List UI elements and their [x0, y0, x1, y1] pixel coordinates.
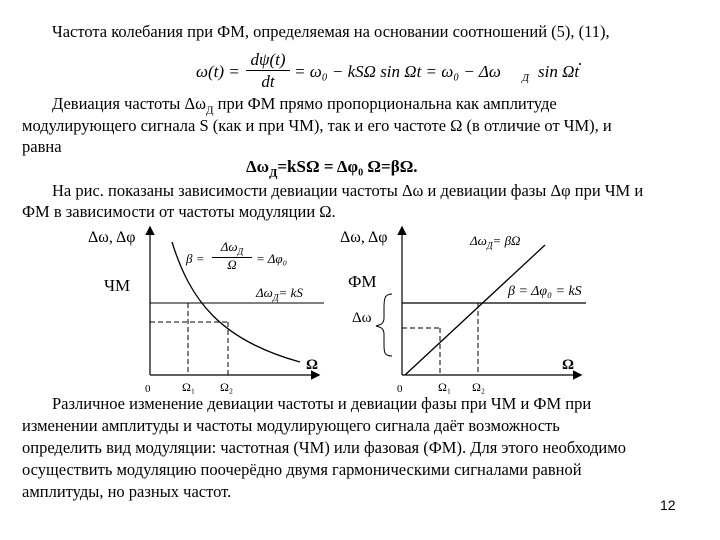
- page-number: 12: [660, 497, 676, 513]
- p2-sub: Д: [205, 104, 214, 117]
- left-line-sub: Д: [272, 292, 279, 303]
- f2-sub: Д: [269, 165, 278, 180]
- right-mode-label: ФМ: [348, 272, 377, 291]
- right-line-label: β = Δφ₀ = kS: [508, 284, 582, 299]
- formula-tail: sin Ωt: [538, 62, 580, 81]
- left-origin: 0: [145, 383, 151, 395]
- left-frac-num: [212, 239, 252, 258]
- left-line-tail: = kS: [278, 285, 303, 300]
- left-beta: β =: [186, 251, 205, 266]
- right-omega1: Ω₁: [438, 380, 452, 394]
- brace: [376, 294, 392, 356]
- dot-mark: .: [578, 50, 583, 69]
- left-yaxis-label: Δω, Δφ: [88, 229, 136, 246]
- left-omega2: Ω₂: [220, 380, 234, 394]
- left-line-label: [256, 285, 303, 303]
- right-top-label: [470, 233, 520, 251]
- left-frac-num-text: Δω: [220, 239, 238, 254]
- paragraph-4-line-2: изменении амплитуды и частоты модулирующего сигнала даёт возможность: [22, 416, 560, 435]
- right-linear-line: [405, 245, 545, 375]
- formula-sub: Д: [522, 72, 529, 84]
- formula-numerator: dψ(t): [246, 50, 290, 71]
- f2-a: Δω: [246, 157, 270, 176]
- p2-text-b: при ФМ прямо пропорциональна как амплитуде: [213, 94, 557, 113]
- paragraph-3-line-2: ФМ в зависимости от частоты модуляции Ω.: [22, 202, 336, 221]
- left-x-label: Ω: [306, 357, 319, 373]
- right-omega2: Ω₂: [472, 380, 486, 394]
- right-x-label: Ω: [562, 357, 575, 373]
- paragraph-2-line-3: равна: [22, 137, 62, 156]
- paragraph-4-line-5: амплитуды, но разных частот.: [22, 482, 232, 501]
- paragraph-3-line-1: На рис. показаны зависимости девиации частоты Δω и девиации фазы Δφ при ЧМ и: [52, 181, 644, 200]
- left-frac-num-sub: Д: [237, 246, 244, 257]
- right-top-a: Δω: [470, 233, 487, 248]
- formula-lhs: ω(t) =: [196, 62, 240, 81]
- right-origin: 0: [397, 383, 403, 395]
- f2-rest: =kSΩ = Δφ₀ Ω=βΩ.: [277, 157, 418, 176]
- p2-text-a: Девиация частоты Δω: [52, 94, 206, 113]
- right-top-sub: Д: [486, 240, 493, 251]
- paragraph-4-line-1: Различное изменение девиации частоты и девиации фазы при ЧМ и ФМ при: [52, 394, 592, 413]
- left-curve-tail: = Δφ₀: [256, 251, 288, 266]
- left-line-a: Δω: [256, 285, 273, 300]
- left-mode-label: ЧМ: [104, 276, 131, 295]
- paragraph-1: Частота колебания при ФМ, определяемая на основании соотношений (5), (11),: [52, 22, 610, 41]
- right-delta-label: Δω: [352, 310, 372, 326]
- left-omega1: Ω₁: [182, 380, 196, 394]
- right-yaxis-label: Δω, Δφ: [340, 229, 388, 246]
- paragraph-4-line-3: определить вид модуляции: частотная (ЧМ) или фазовая (ФМ). Для этого необходимо: [22, 438, 626, 457]
- right-top-tail: = βΩ: [492, 233, 521, 248]
- paragraph-4-line-4: осуществить модуляцию поочерёдно двумя гармоническими сигналами равной: [22, 460, 582, 479]
- formula-rhs: = ω₀ − kSΩ sin Ωt = ω₀ − Δω: [294, 62, 501, 81]
- paragraph-2-line-2: модулирующего сигнала S (как и при ЧМ), так и его частоте Ω (в отличие от ЧМ), и: [22, 116, 612, 135]
- formula-denominator: dt: [261, 72, 275, 91]
- left-frac-den: Ω: [227, 257, 237, 272]
